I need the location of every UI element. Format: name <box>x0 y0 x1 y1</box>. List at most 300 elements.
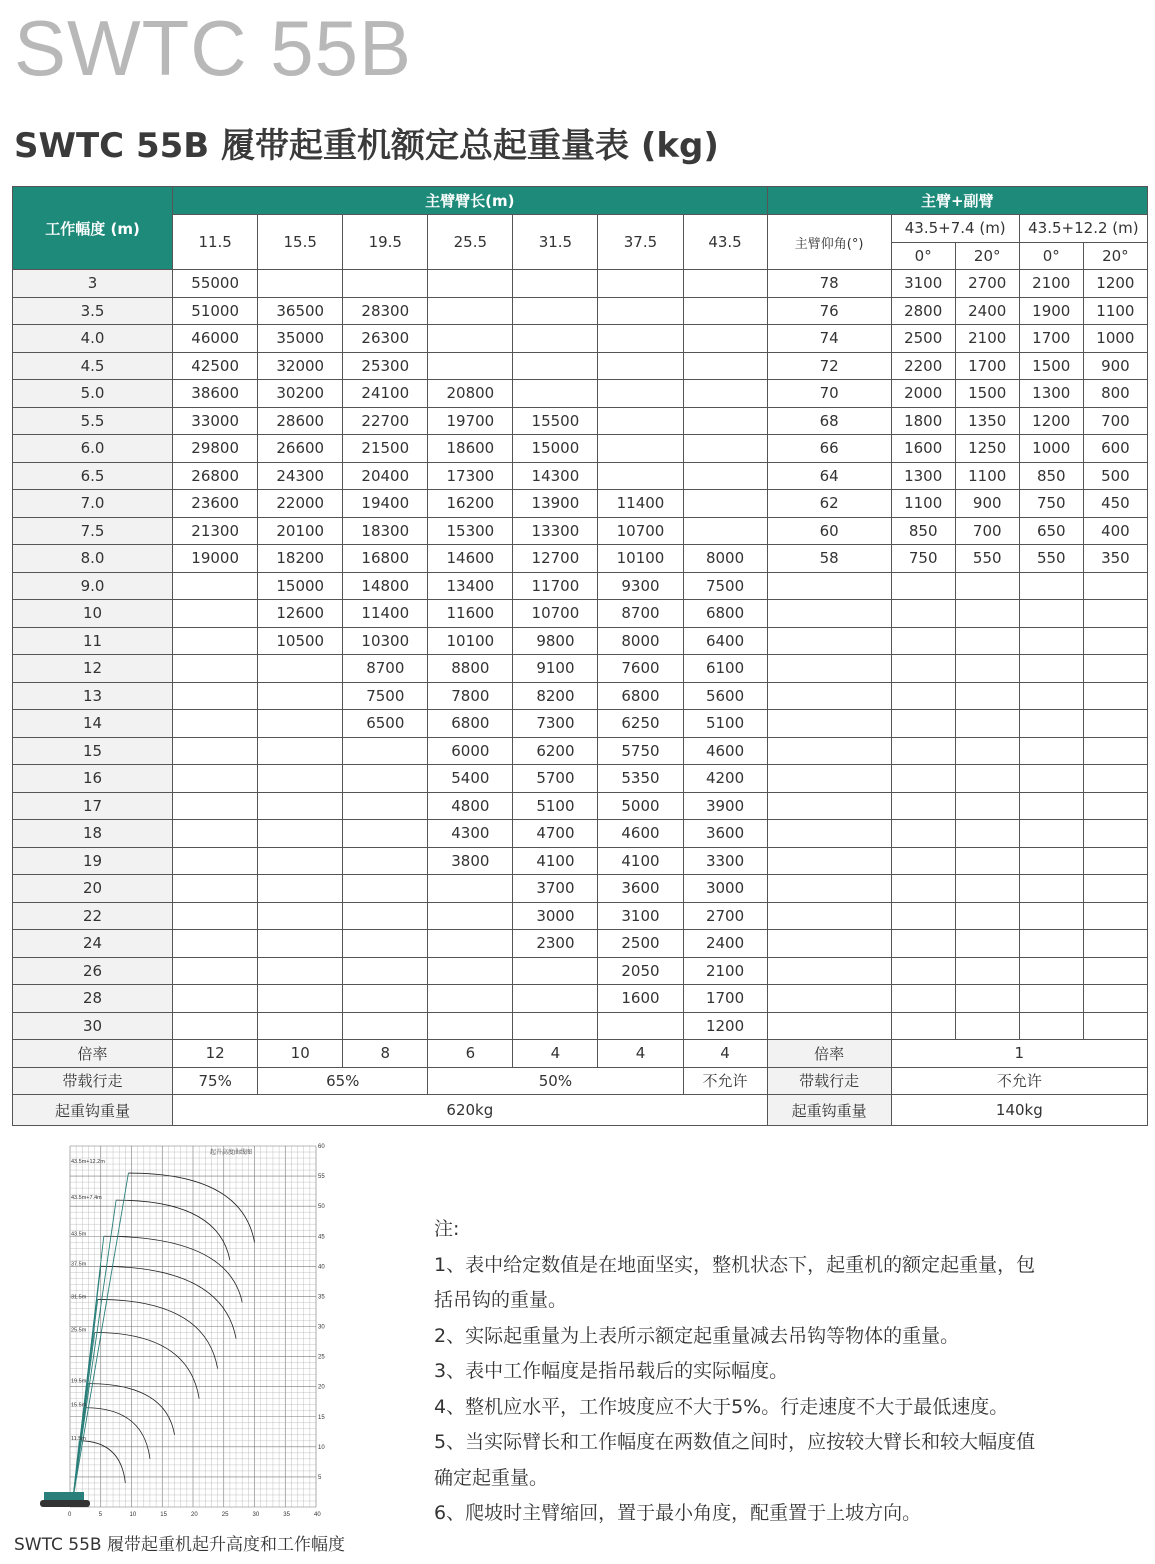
jib-load-cell <box>1083 600 1147 628</box>
boom-length-label: 43.5m+12.2m <box>71 1159 105 1166</box>
boom-angle-cell: 66 <box>767 435 891 463</box>
jib-load-cell <box>1019 600 1083 628</box>
load-rows <box>13 270 1148 1040</box>
jib-load-cell <box>891 875 955 903</box>
boom-angle-cell <box>767 572 891 600</box>
load-cell: 14600 <box>428 545 513 573</box>
parts-cell: 6 <box>428 1040 513 1068</box>
jib-load-cell: 400 <box>1083 517 1147 545</box>
load-cell <box>598 297 683 325</box>
table-row <box>13 600 1148 628</box>
load-cell: 19000 <box>173 545 258 573</box>
load-cell: 3100 <box>598 902 683 930</box>
load-cell: 1700 <box>683 985 767 1013</box>
load-cell: 3700 <box>513 875 598 903</box>
jib-load-cell <box>1019 902 1083 930</box>
load-cell: 7500 <box>683 572 767 600</box>
load-cell: 9800 <box>513 627 598 655</box>
load-cell <box>683 407 767 435</box>
load-cell <box>173 875 258 903</box>
jib-load-cell: 1200 <box>1019 407 1083 435</box>
table-row <box>13 270 1148 298</box>
notes-heading: 注: <box>434 1218 460 1240</box>
load-cell <box>428 930 513 958</box>
jib-load-cell: 850 <box>891 517 955 545</box>
load-cell <box>428 1012 513 1040</box>
jib-load-cell <box>1083 737 1147 765</box>
load-chart-table <box>12 186 1148 1126</box>
jib-load-cell <box>1083 655 1147 683</box>
load-cell <box>258 985 343 1013</box>
jib-load-cell: 1700 <box>955 352 1019 380</box>
jib-load-cell <box>891 572 955 600</box>
table-row <box>13 352 1148 380</box>
load-cell <box>258 737 343 765</box>
load-cell <box>428 985 513 1013</box>
load-cell <box>428 902 513 930</box>
boom-angle-cell: 60 <box>767 517 891 545</box>
table-row <box>13 875 1148 903</box>
load-cell <box>683 270 767 298</box>
boom-length-label: 15.5m <box>71 1402 87 1409</box>
radius-cell: 26 <box>13 957 173 985</box>
load-cell: 8000 <box>683 545 767 573</box>
x-tick-label: 25 <box>221 1512 229 1518</box>
load-cell: 26600 <box>258 435 343 463</box>
radius-cell: 11 <box>13 627 173 655</box>
load-cell <box>258 820 343 848</box>
table-row <box>13 490 1148 518</box>
jib-offset-cell: 0° <box>891 242 955 270</box>
table-row <box>13 792 1148 820</box>
load-cell: 3600 <box>683 820 767 848</box>
load-cell: 11700 <box>513 572 598 600</box>
load-cell: 20800 <box>428 380 513 408</box>
jib-load-cell: 1250 <box>955 435 1019 463</box>
jib-load-cell: 1600 <box>891 435 955 463</box>
jib-load-cell <box>955 710 1019 738</box>
table-row <box>13 572 1148 600</box>
jib-load-cell: 2100 <box>1019 270 1083 298</box>
table-row <box>13 710 1148 738</box>
jib-load-cell <box>1083 875 1147 903</box>
jib-load-cell <box>955 875 1019 903</box>
load-cell: 18200 <box>258 545 343 573</box>
load-cell: 12600 <box>258 600 343 628</box>
jib-load-cell <box>1019 820 1083 848</box>
load-cell: 13300 <box>513 517 598 545</box>
load-cell <box>428 297 513 325</box>
jib-config-cell: 43.5+12.2 (m) <box>1019 215 1147 243</box>
boom-length-cell: 25.5 <box>428 215 513 270</box>
jib-load-cell <box>1083 792 1147 820</box>
load-cell <box>683 490 767 518</box>
jib-load-cell <box>1019 847 1083 875</box>
load-cell <box>343 930 428 958</box>
load-cell: 23600 <box>173 490 258 518</box>
load-cell: 24300 <box>258 462 343 490</box>
table-row <box>13 325 1148 353</box>
note-line: 3、表中工作幅度是指吊载后的实际幅度。 <box>434 1360 789 1382</box>
y-tick-label: 10 <box>318 1444 325 1451</box>
radius-cell: 3 <box>13 270 173 298</box>
load-cell <box>598 435 683 463</box>
travel-cell: 不允许 <box>683 1067 767 1095</box>
jib-load-cell: 1300 <box>891 462 955 490</box>
jib-load-cell <box>891 765 955 793</box>
jib-load-cell <box>891 985 955 1013</box>
table-row <box>13 985 1148 1013</box>
x-tick-label: 10 <box>129 1512 137 1518</box>
lift-curve <box>128 1173 254 1242</box>
load-cell: 6200 <box>513 737 598 765</box>
jib-load-cell <box>891 655 955 683</box>
load-cell: 5100 <box>513 792 598 820</box>
load-cell <box>598 462 683 490</box>
load-cell: 14800 <box>343 572 428 600</box>
load-cell <box>258 957 343 985</box>
load-cell: 5100 <box>683 710 767 738</box>
load-cell: 38600 <box>173 380 258 408</box>
table-row <box>13 297 1148 325</box>
document-title: SWTC 55B 履带起重机额定总起重量表 (kg) <box>14 126 719 166</box>
jib-load-cell: 650 <box>1019 517 1083 545</box>
load-cell <box>343 957 428 985</box>
load-cell: 9300 <box>598 572 683 600</box>
jib-load-cell: 1350 <box>955 407 1019 435</box>
jib-load-cell <box>1083 572 1147 600</box>
main-boom-header: 主臂臂长(m) <box>173 187 767 215</box>
radius-cell: 10 <box>13 600 173 628</box>
load-cell: 6800 <box>683 600 767 628</box>
jib-load-cell: 2400 <box>955 297 1019 325</box>
jib-load-cell <box>955 930 1019 958</box>
table-row <box>13 462 1148 490</box>
radius-cell: 17 <box>13 792 173 820</box>
boom-length-label: 19.5m <box>71 1378 87 1385</box>
boom-length-label: 43.5m <box>71 1231 87 1238</box>
load-cell: 25300 <box>343 352 428 380</box>
load-cell: 4700 <box>513 820 598 848</box>
lift-curve <box>95 1333 200 1399</box>
note-line: 6、爬坡时主臂缩回，置于最小角度，配重置于上坡方向。 <box>434 1502 922 1524</box>
load-cell: 46000 <box>173 325 258 353</box>
radius-cell: 22 <box>13 902 173 930</box>
boom-angle-cell <box>767 957 891 985</box>
radius-cell: 28 <box>13 985 173 1013</box>
boom-length-label: 43.5m+7.4m <box>71 1195 102 1202</box>
boom-angle-cell <box>767 682 891 710</box>
load-cell: 7600 <box>598 655 683 683</box>
jib-load-cell <box>955 682 1019 710</box>
note-line: 1、表中给定数值是在地面坚实，整机状态下，起重机的额定起重量，包 <box>434 1253 1036 1276</box>
load-cell: 33000 <box>173 407 258 435</box>
jib-load-cell <box>955 792 1019 820</box>
jib-load-cell <box>1019 765 1083 793</box>
jib-load-cell <box>891 957 955 985</box>
load-cell: 2700 <box>683 902 767 930</box>
parts-cell: 10 <box>258 1040 343 1068</box>
chart-caption: SWTC 55B 履带起重机起升高度和工作幅度 <box>14 1535 345 1555</box>
boom-angle-cell <box>767 902 891 930</box>
load-cell <box>683 352 767 380</box>
load-cell <box>428 875 513 903</box>
table-row <box>13 737 1148 765</box>
load-cell: 2100 <box>683 957 767 985</box>
jib-load-cell <box>955 820 1019 848</box>
boom-angle-cell: 74 <box>767 325 891 353</box>
x-tick-label: 35 <box>283 1512 290 1518</box>
load-cell: 4300 <box>428 820 513 848</box>
jib-load-cell <box>1083 957 1147 985</box>
load-cell: 8000 <box>598 627 683 655</box>
jib-load-cell <box>891 792 955 820</box>
note-line: 括吊钩的重量。 <box>434 1289 568 1311</box>
load-cell: 51000 <box>173 297 258 325</box>
load-cell: 3000 <box>683 875 767 903</box>
boom-length-cell: 31.5 <box>513 215 598 270</box>
jib-load-cell: 600 <box>1083 435 1147 463</box>
radius-cell: 12 <box>13 655 173 683</box>
load-cell: 30200 <box>258 380 343 408</box>
load-cell: 19400 <box>343 490 428 518</box>
jib-load-cell <box>891 600 955 628</box>
jib-load-cell <box>891 847 955 875</box>
hook-weight-cell: 620kg <box>173 1095 767 1126</box>
load-cell: 2400 <box>683 930 767 958</box>
load-cell: 4800 <box>428 792 513 820</box>
load-cell: 12700 <box>513 545 598 573</box>
travel-cell: 65% <box>258 1067 428 1095</box>
load-cell: 10300 <box>343 627 428 655</box>
load-cell <box>598 380 683 408</box>
jib-load-cell <box>891 710 955 738</box>
jib-load-cell <box>1083 930 1147 958</box>
parts-cell: 4 <box>683 1040 767 1068</box>
load-cell <box>513 270 598 298</box>
load-cell <box>173 710 258 738</box>
radius-cell: 20 <box>13 875 173 903</box>
radius-cell: 13 <box>13 682 173 710</box>
boom-length-cell: 11.5 <box>173 215 258 270</box>
jib-load-cell <box>1083 765 1147 793</box>
jib-load-cell: 1800 <box>891 407 955 435</box>
boom-angle-cell: 62 <box>767 490 891 518</box>
boom-angle-cell <box>767 1012 891 1040</box>
load-cell <box>343 792 428 820</box>
jib-load-cell <box>891 902 955 930</box>
load-cell <box>173 682 258 710</box>
radius-cell: 4.5 <box>13 352 173 380</box>
boom-angle-header: 主臂仰角(°) <box>767 215 891 270</box>
load-cell <box>173 627 258 655</box>
jib-load-cell: 550 <box>955 545 1019 573</box>
load-cell <box>513 985 598 1013</box>
chart-grid <box>68 1144 325 1518</box>
load-cell: 5750 <box>598 737 683 765</box>
boom-angle-cell: 64 <box>767 462 891 490</box>
jib-load-cell: 2000 <box>891 380 955 408</box>
jib-load-cell <box>955 627 1019 655</box>
load-cell: 28600 <box>258 407 343 435</box>
jib-load-cell <box>1083 985 1147 1013</box>
load-cell: 18600 <box>428 435 513 463</box>
parts-cell: 8 <box>343 1040 428 1068</box>
boom-angle-cell <box>767 847 891 875</box>
parts-cell: 4 <box>598 1040 683 1068</box>
boom-angle-cell: 72 <box>767 352 891 380</box>
load-cell: 15500 <box>513 407 598 435</box>
load-cell <box>428 325 513 353</box>
load-cell <box>258 875 343 903</box>
jib-header: 主臂+副臂 <box>767 187 1147 215</box>
boom-angle-cell <box>767 710 891 738</box>
load-cell <box>683 297 767 325</box>
jib-load-cell <box>1083 682 1147 710</box>
load-cell <box>173 572 258 600</box>
table-row <box>13 655 1148 683</box>
jib-load-cell <box>1019 957 1083 985</box>
jib-parts-cell: 1 <box>891 1040 1147 1068</box>
load-cell <box>513 380 598 408</box>
load-cell: 32000 <box>258 352 343 380</box>
load-cell: 8800 <box>428 655 513 683</box>
jib-hook-weight-cell: 140kg <box>891 1095 1147 1126</box>
jib-travel-cell: 不允许 <box>891 1067 1147 1095</box>
load-cell: 26300 <box>343 325 428 353</box>
load-cell: 3600 <box>598 875 683 903</box>
load-cell <box>173 1012 258 1040</box>
load-cell <box>173 930 258 958</box>
jib-load-cell <box>891 820 955 848</box>
jib-load-cell <box>955 655 1019 683</box>
load-cell: 20100 <box>258 517 343 545</box>
boom-angle-cell <box>767 627 891 655</box>
jib-load-cell <box>1019 1012 1083 1040</box>
parts-cell: 12 <box>173 1040 258 1068</box>
boom-length-label: 37.5m <box>71 1261 87 1268</box>
load-cell: 6250 <box>598 710 683 738</box>
boom-angle-cell: 78 <box>767 270 891 298</box>
radius-cell: 18 <box>13 820 173 848</box>
y-tick-label: 35 <box>318 1294 325 1301</box>
jib-load-cell <box>891 682 955 710</box>
load-cell: 4600 <box>683 737 767 765</box>
load-cell: 4200 <box>683 765 767 793</box>
jib-load-cell: 900 <box>1083 352 1147 380</box>
load-cell: 2050 <box>598 957 683 985</box>
load-cell: 26800 <box>173 462 258 490</box>
jib-load-cell <box>955 957 1019 985</box>
boom-angle-cell <box>767 820 891 848</box>
jib-load-cell: 2200 <box>891 352 955 380</box>
jib-load-cell: 700 <box>1083 407 1147 435</box>
load-cell: 11400 <box>598 490 683 518</box>
load-cell <box>343 1012 428 1040</box>
load-cell: 13400 <box>428 572 513 600</box>
jib-load-cell: 1700 <box>1019 325 1083 353</box>
jib-load-cell: 2800 <box>891 297 955 325</box>
load-cell <box>683 435 767 463</box>
radius-cell: 4.0 <box>13 325 173 353</box>
load-cell <box>258 1012 343 1040</box>
load-cell <box>258 682 343 710</box>
jib-load-cell <box>1019 682 1083 710</box>
jib-load-cell: 550 <box>1019 545 1083 573</box>
table-row <box>13 517 1148 545</box>
load-cell <box>513 297 598 325</box>
jib-offset-cell: 0° <box>1019 242 1083 270</box>
load-cell: 1200 <box>683 1012 767 1040</box>
y-tick-label: 30 <box>318 1324 325 1331</box>
load-cell <box>598 352 683 380</box>
x-tick-label: 30 <box>252 1512 260 1518</box>
table-row <box>13 847 1148 875</box>
load-cell: 3800 <box>428 847 513 875</box>
load-cell <box>683 462 767 490</box>
jib-load-cell: 3100 <box>891 270 955 298</box>
jib-travel-label: 带载行走 <box>767 1067 891 1095</box>
boom-angle-cell: 70 <box>767 380 891 408</box>
load-cell <box>173 957 258 985</box>
load-cell: 3000 <box>513 902 598 930</box>
lift-curve <box>79 1441 125 1483</box>
load-cell: 6400 <box>683 627 767 655</box>
jib-load-cell <box>1019 655 1083 683</box>
x-tick-label: 20 <box>191 1512 198 1518</box>
load-cell: 29800 <box>173 435 258 463</box>
boom-angle-cell <box>767 875 891 903</box>
radius-cell: 6.0 <box>13 435 173 463</box>
load-cell: 3900 <box>683 792 767 820</box>
boom-angle-cell: 58 <box>767 545 891 573</box>
x-tick-label: 5 <box>98 1512 103 1518</box>
jib-load-cell: 2500 <box>891 325 955 353</box>
note-line: 2、实际起重量为上表所示额定起重量减去吊钩等物体的重量。 <box>434 1324 960 1347</box>
load-cell: 10700 <box>598 517 683 545</box>
travel-cell: 75% <box>173 1067 258 1095</box>
load-cell: 11600 <box>428 600 513 628</box>
jib-load-cell <box>891 1012 955 1040</box>
jib-load-cell: 350 <box>1083 545 1147 573</box>
y-tick-label: 45 <box>318 1234 325 1241</box>
load-cell: 20400 <box>343 462 428 490</box>
load-cell: 14300 <box>513 462 598 490</box>
radius-cell: 30 <box>13 1012 173 1040</box>
boom-length-cell: 19.5 <box>343 215 428 270</box>
radius-cell: 14 <box>13 710 173 738</box>
radius-cell: 5.0 <box>13 380 173 408</box>
jib-load-cell: 1200 <box>1083 270 1147 298</box>
y-tick-label: 5 <box>318 1474 322 1481</box>
load-cell <box>428 352 513 380</box>
x-tick-label: 40 <box>314 1512 321 1518</box>
jib-load-cell <box>1019 710 1083 738</box>
load-cell: 10500 <box>258 627 343 655</box>
load-cell: 2500 <box>598 930 683 958</box>
load-cell: 16200 <box>428 490 513 518</box>
load-cell <box>513 352 598 380</box>
load-cell: 6800 <box>598 682 683 710</box>
y-tick-label: 60 <box>318 1144 325 1150</box>
jib-load-cell: 1100 <box>1083 297 1147 325</box>
load-cell: 16800 <box>343 545 428 573</box>
load-cell <box>343 270 428 298</box>
load-cell <box>598 325 683 353</box>
jib-load-cell <box>1019 985 1083 1013</box>
jib-load-cell: 750 <box>891 545 955 573</box>
note-line: 确定起重量。 <box>434 1466 549 1489</box>
